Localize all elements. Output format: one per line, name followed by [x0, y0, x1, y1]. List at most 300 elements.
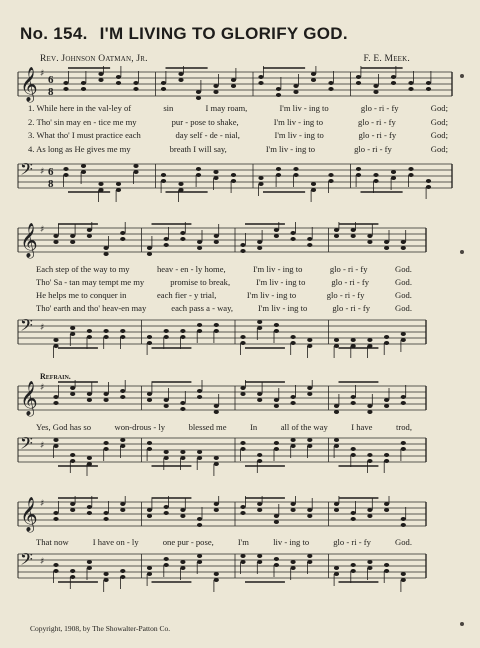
- note-head: [384, 459, 389, 463]
- note-head: [291, 560, 296, 564]
- note-head: [311, 188, 316, 192]
- note-head: [351, 338, 356, 342]
- lyric-segment: one pur - pose,: [162, 537, 214, 547]
- treble-clef-icon: 𝄞: [20, 67, 38, 102]
- refrain-line-2: [36, 538, 412, 547]
- note-head: [197, 554, 202, 558]
- note-head: [408, 81, 413, 85]
- note-head: [63, 81, 68, 85]
- note-head: [147, 447, 152, 451]
- bass-clef-icon: 𝄢: [20, 315, 33, 339]
- note-head: [240, 249, 245, 253]
- lyric-segment: God.: [395, 277, 412, 287]
- copyright-notice: Copyright, 1908, by The Showalter-Patton Co.: [30, 624, 171, 633]
- note-head: [87, 456, 92, 460]
- note-head: [214, 329, 219, 333]
- note-head: [70, 392, 75, 396]
- note-head: [334, 234, 339, 238]
- treble-clef-icon: 𝄞: [20, 497, 38, 532]
- note-head: [257, 554, 262, 558]
- lyric-segment: glo - ri - fy: [333, 537, 371, 547]
- lyric-segment: glo - ri - fy: [354, 144, 392, 154]
- note-head: [81, 164, 86, 168]
- lyric-segment: I'm liv - ing to: [265, 144, 316, 154]
- note-head: [197, 560, 202, 564]
- note-head: [328, 87, 333, 91]
- note-head: [164, 511, 169, 515]
- treble-clef-icon: 𝄞: [20, 381, 38, 416]
- system-3-bass-staff: [0, 432, 480, 478]
- note-head: [178, 72, 183, 76]
- note-head: [257, 326, 262, 330]
- note-head: [384, 404, 389, 408]
- note-head: [70, 453, 75, 457]
- note-head: [53, 344, 58, 348]
- note-head: [81, 81, 86, 85]
- note-head: [213, 84, 218, 88]
- note-head: [164, 237, 169, 241]
- note-head: [164, 329, 169, 333]
- note-head: [196, 90, 201, 94]
- note-head: [291, 335, 296, 339]
- lyric-segment: trod,: [395, 422, 412, 432]
- note-head: [104, 441, 109, 445]
- note-head: [311, 182, 316, 186]
- note-head: [328, 81, 333, 85]
- note-head: [307, 554, 312, 558]
- note-head: [197, 389, 202, 393]
- hymn-title: [20, 24, 348, 44]
- note-head: [291, 341, 296, 345]
- note-head: [214, 323, 219, 327]
- note-head: [274, 228, 279, 232]
- note-head: [401, 338, 406, 342]
- note-head: [53, 338, 58, 342]
- lyric-segment: God;: [430, 117, 448, 127]
- note-head: [334, 404, 339, 408]
- note-head: [274, 557, 279, 561]
- lyric-segment: Each step of the way to my: [36, 264, 130, 274]
- bass-clef-icon: 𝄢: [20, 549, 33, 573]
- note-head: [274, 329, 279, 333]
- note-head: [276, 167, 281, 171]
- note-head: [87, 560, 92, 564]
- note-head: [53, 569, 58, 573]
- note-head: [120, 395, 125, 399]
- note-head: [367, 566, 372, 570]
- lyric-segment: God;: [430, 144, 448, 154]
- note-head: [391, 170, 396, 174]
- note-head: [307, 508, 312, 512]
- lyric-segment: God.: [395, 290, 412, 300]
- note-head: [401, 572, 406, 576]
- note-head: [161, 81, 166, 85]
- note-head: [116, 81, 121, 85]
- note-head: [257, 502, 262, 506]
- note-head: [240, 441, 245, 445]
- note-head: [81, 170, 86, 174]
- note-head: [120, 508, 125, 512]
- note-head: [274, 398, 279, 402]
- note-head: [367, 240, 372, 244]
- note-head: [214, 404, 219, 408]
- sharp-icon: ♯: [40, 225, 45, 235]
- lyric-segment: Yes, God has so: [36, 422, 91, 432]
- note-head: [373, 84, 378, 88]
- sharp-icon: ♯: [40, 557, 45, 567]
- note-head: [426, 179, 431, 183]
- note-head: [120, 335, 125, 339]
- lyric-segment: I'm liv - ing to: [253, 264, 303, 274]
- note-head: [70, 326, 75, 330]
- system-2-treble-staff: [0, 222, 480, 268]
- note-head: [53, 234, 58, 238]
- note-head: [257, 459, 262, 463]
- note-head: [274, 514, 279, 518]
- note-head: [240, 447, 245, 451]
- note-head: [293, 167, 298, 171]
- bass-clef-icon: 𝄢: [20, 159, 33, 183]
- note-head: [231, 78, 236, 82]
- lyric-segment: Tho' earth and tho' heav-en may: [36, 303, 147, 313]
- note-head: [334, 572, 339, 576]
- note-head: [104, 578, 109, 582]
- note-head: [367, 453, 372, 457]
- note-head: [401, 447, 406, 451]
- lyric-segment: I'm liv - ing to: [279, 103, 329, 113]
- note-head: [401, 246, 406, 250]
- note-head: [180, 401, 185, 405]
- note-head: [104, 335, 109, 339]
- verse-4-line: [36, 304, 412, 313]
- note-head: [178, 78, 183, 82]
- note-head: [307, 386, 312, 390]
- lyric-segment: I'm liv - ing to: [258, 303, 308, 313]
- note-head: [53, 444, 58, 448]
- note-head: [276, 93, 281, 97]
- note-head: [351, 395, 356, 399]
- note-head: [408, 167, 413, 171]
- note-head: [384, 398, 389, 402]
- note-head: [351, 517, 356, 521]
- hymn-name: I'M LIVING TO GLORIFY GOD.: [99, 24, 348, 43]
- note-head: [214, 410, 219, 414]
- note-head: [408, 87, 413, 91]
- note-head: [147, 392, 152, 396]
- note-head: [231, 179, 236, 183]
- note-head: [104, 447, 109, 451]
- note-head: [384, 453, 389, 457]
- note-head: [384, 240, 389, 244]
- lyric-segment: In: [250, 422, 258, 432]
- note-head: [240, 243, 245, 247]
- note-head: [356, 81, 361, 85]
- time-signature-top: 6: [48, 166, 54, 178]
- note-head: [367, 234, 372, 238]
- note-head: [104, 392, 109, 396]
- note-head: [311, 78, 316, 82]
- note-head: [258, 176, 263, 180]
- note-head: [197, 456, 202, 460]
- note-head: [391, 75, 396, 79]
- lyric-segment: I'm liv - ing to: [256, 277, 306, 287]
- note-head: [401, 395, 406, 399]
- lyric-segment: 3. What tho' I must practice each: [28, 130, 141, 140]
- note-head: [197, 240, 202, 244]
- note-head: [401, 578, 406, 582]
- note-head: [240, 560, 245, 564]
- note-head: [351, 401, 356, 405]
- note-head: [367, 338, 372, 342]
- verse-1-line: [36, 265, 412, 274]
- system-2-bass-staff: [0, 314, 480, 360]
- note-head: [240, 386, 245, 390]
- note-head: [87, 566, 92, 570]
- verse-3-line: [36, 291, 412, 300]
- system-1-bass-staff: [0, 158, 480, 204]
- note-head: [334, 338, 339, 342]
- note-head: [351, 447, 356, 451]
- note-head: [351, 453, 356, 457]
- hymn-number: No. 154.: [20, 24, 88, 43]
- note-head: [120, 389, 125, 393]
- note-head: [178, 182, 183, 186]
- lyric-segment: I'm: [237, 537, 249, 547]
- note-head: [104, 511, 109, 515]
- lyric-segment: glo - ri - fy: [331, 277, 370, 287]
- note-head: [311, 72, 316, 76]
- note-head: [291, 438, 296, 442]
- note-head: [164, 505, 169, 509]
- note-head: [274, 441, 279, 445]
- note-head: [401, 240, 406, 244]
- note-head: [367, 514, 372, 518]
- note-head: [384, 246, 389, 250]
- note-head: [197, 395, 202, 399]
- note-head: [120, 569, 125, 573]
- margin-mark: [460, 74, 464, 78]
- note-head: [70, 386, 75, 390]
- note-head: [70, 502, 75, 506]
- note-head: [180, 231, 185, 235]
- note-head: [196, 96, 201, 100]
- note-head: [70, 240, 75, 244]
- note-head: [197, 323, 202, 327]
- note-head: [70, 508, 75, 512]
- composer-credit: F. E. Meek.: [363, 54, 410, 64]
- note-head: [426, 87, 431, 91]
- margin-mark: [460, 622, 464, 626]
- note-head: [351, 228, 356, 232]
- note-head: [213, 170, 218, 174]
- lyric-segment: heav - en - ly home,: [156, 264, 226, 274]
- lyric-segment: Tho' Sa - tan may tempt me my: [36, 277, 145, 287]
- note-head: [367, 459, 372, 463]
- lyric-segment: 2. Tho' sin may en - tice me my: [28, 117, 137, 127]
- note-head: [258, 75, 263, 79]
- note-head: [240, 392, 245, 396]
- lyric-segment: day self - de - nial,: [175, 130, 240, 140]
- note-head: [196, 167, 201, 171]
- note-head: [274, 447, 279, 451]
- note-head: [197, 523, 202, 527]
- note-head: [367, 560, 372, 564]
- note-head: [120, 575, 125, 579]
- note-head: [161, 179, 166, 183]
- lyric-segment: God.: [395, 264, 412, 274]
- note-head: [147, 572, 152, 576]
- lyric-segment: glo - ri - fy: [332, 303, 371, 313]
- note-head: [213, 176, 218, 180]
- sharp-icon: ♯: [40, 167, 45, 177]
- note-head: [274, 520, 279, 524]
- note-head: [53, 401, 58, 405]
- note-head: [87, 511, 92, 515]
- note-head: [291, 401, 296, 405]
- note-head: [291, 237, 296, 241]
- note-head: [147, 441, 152, 445]
- lyric-segment: breath I will say,: [169, 144, 227, 154]
- note-head: [197, 246, 202, 250]
- note-head: [307, 237, 312, 241]
- note-head: [293, 90, 298, 94]
- note-head: [53, 438, 58, 442]
- note-head: [98, 78, 103, 82]
- note-head: [240, 335, 245, 339]
- note-head: [63, 173, 68, 177]
- note-head: [164, 243, 169, 247]
- note-head: [120, 438, 125, 442]
- treble-clef-icon: 𝄞: [20, 223, 38, 258]
- note-head: [196, 173, 201, 177]
- lyric-segment: promise to break,: [170, 277, 231, 287]
- note-head: [274, 234, 279, 238]
- note-head: [356, 173, 361, 177]
- verse-2-line: [28, 118, 448, 127]
- note-head: [356, 167, 361, 171]
- note-head: [87, 329, 92, 333]
- time-signature-bottom: 8: [48, 178, 54, 190]
- lyric-segment: I'm liv - ing to: [274, 130, 324, 140]
- lyric-segment: I may roam,: [205, 103, 248, 113]
- note-head: [164, 335, 169, 339]
- note-head: [214, 462, 219, 466]
- note-head: [70, 332, 75, 336]
- note-head: [164, 563, 169, 567]
- note-head: [334, 502, 339, 506]
- note-head: [307, 243, 312, 247]
- sharp-icon: ♯: [40, 441, 45, 451]
- note-head: [293, 84, 298, 88]
- note-head: [401, 523, 406, 527]
- note-head: [133, 170, 138, 174]
- note-head: [257, 398, 262, 402]
- note-head: [63, 167, 68, 171]
- note-head: [120, 231, 125, 235]
- note-head: [214, 456, 219, 460]
- system-4-treble-staff: [0, 496, 480, 542]
- note-head: [291, 231, 296, 235]
- lyric-segment: God;: [430, 103, 448, 113]
- note-head: [328, 179, 333, 183]
- system-3-treble-staff: [0, 380, 480, 426]
- note-head: [231, 84, 236, 88]
- bass-clef-icon: 𝄢: [20, 433, 33, 457]
- note-head: [180, 237, 185, 241]
- lyric-segment: God.: [395, 303, 412, 313]
- note-head: [334, 228, 339, 232]
- note-head: [133, 164, 138, 168]
- lyric-segment: I'm liv - ing to: [246, 290, 297, 300]
- sharp-icon: ♯: [40, 383, 45, 393]
- note-head: [257, 320, 262, 324]
- note-head: [351, 511, 356, 515]
- note-head: [334, 508, 339, 512]
- note-head: [63, 87, 68, 91]
- note-head: [401, 517, 406, 521]
- note-head: [164, 404, 169, 408]
- lyric-segment: each pass a - way,: [171, 303, 233, 313]
- note-head: [70, 459, 75, 463]
- time-signature-bottom: 8: [48, 86, 54, 98]
- lyric-segment: glo - ri - fy: [358, 117, 396, 127]
- note-head: [197, 450, 202, 454]
- note-head: [257, 453, 262, 457]
- note-head: [116, 188, 121, 192]
- note-head: [180, 566, 185, 570]
- note-head: [81, 87, 86, 91]
- note-head: [391, 176, 396, 180]
- note-head: [133, 87, 138, 91]
- note-head: [257, 508, 262, 512]
- verse-3-line: [28, 131, 448, 140]
- note-head: [257, 560, 262, 564]
- note-head: [147, 398, 152, 402]
- note-head: [291, 502, 296, 506]
- note-head: [293, 173, 298, 177]
- note-head: [214, 502, 219, 506]
- note-head: [257, 246, 262, 250]
- note-head: [291, 444, 296, 448]
- note-head: [401, 441, 406, 445]
- note-head: [147, 341, 152, 345]
- note-head: [384, 508, 389, 512]
- note-head: [214, 240, 219, 244]
- note-head: [180, 456, 185, 460]
- note-head: [408, 173, 413, 177]
- lyric-segment: all of the way: [280, 422, 328, 432]
- note-head: [164, 450, 169, 454]
- note-head: [257, 392, 262, 396]
- note-head: [53, 563, 58, 567]
- note-head: [120, 444, 125, 448]
- note-head: [180, 514, 185, 518]
- lyric-segment: pur - pose to shake,: [171, 117, 239, 127]
- verse-2-line: [36, 278, 412, 287]
- note-head: [164, 456, 169, 460]
- margin-mark: [460, 250, 464, 254]
- note-head: [197, 329, 202, 333]
- note-head: [356, 75, 361, 79]
- note-head: [161, 173, 166, 177]
- note-head: [307, 338, 312, 342]
- note-head: [276, 173, 281, 177]
- note-head: [147, 566, 152, 570]
- system-4-bass-staff: [0, 548, 480, 594]
- note-head: [104, 398, 109, 402]
- note-head: [87, 398, 92, 402]
- note-head: [258, 81, 263, 85]
